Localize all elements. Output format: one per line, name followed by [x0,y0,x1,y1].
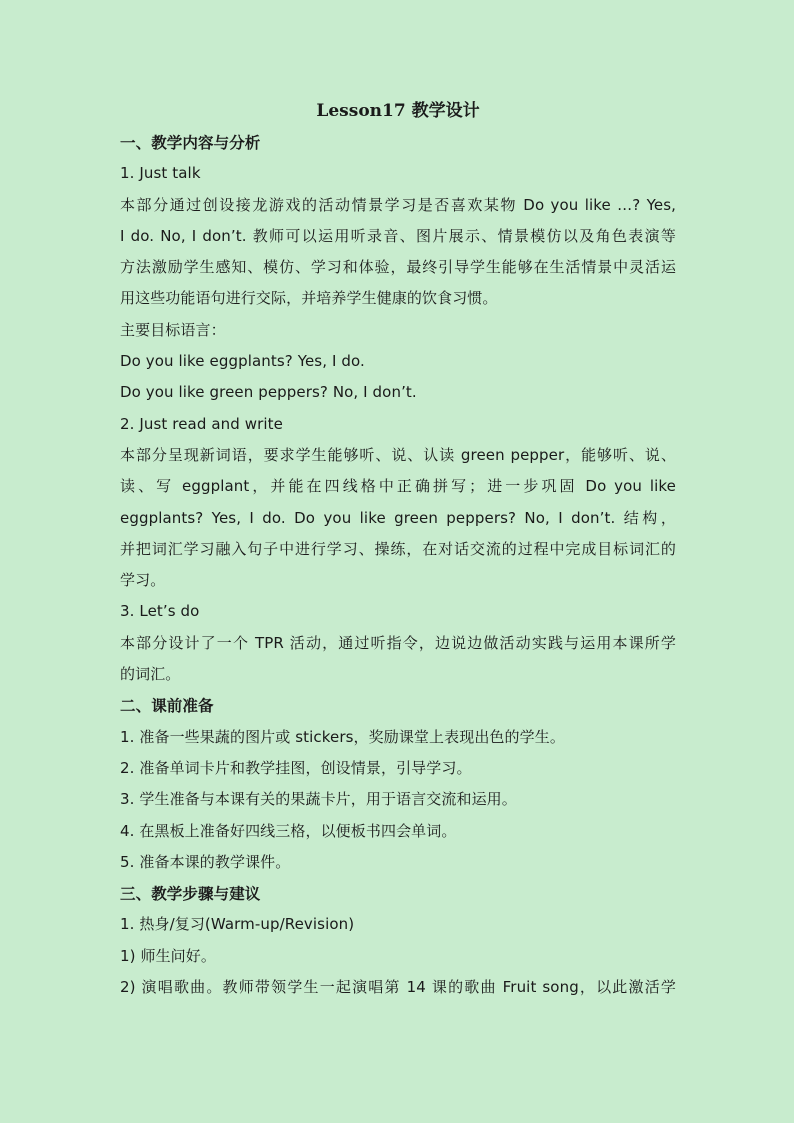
text-line: 的词汇。 [120,665,181,684]
document-title: Lesson17 教学设计 [316,101,480,121]
section-heading: 二、课前准备 [120,696,214,716]
text-line: 学习。 [120,571,166,590]
text-line: 方法激励学生感知、模仿、学习和体验，最终引导学生能够在生活情景中灵活运 [120,258,676,277]
document-page [120,96,676,1003]
text-line: Do you like eggplants? Yes, I do. [120,352,365,371]
text-line: 3. 学生准备与本课有关的果蔬卡片，用于语言交流和运用。 [120,790,517,809]
text-line: 读、写 eggplant，并能在四线格中正确拼写；进一步巩固 Do you like [120,477,676,496]
text-line: Do you like green peppers? No, I don’t. [120,383,417,402]
section-heading: 一、教学内容与分析 [120,133,261,152]
text-line: 4. 在黑板上准备好四线三格，以便板书四会单词。 [120,821,457,840]
text-line: 并把词汇学习融入句子中进行学习、操练，在对话交流的过程中完成目标词汇的 [120,539,676,558]
section-heading: 三、教学步骤与建议 [120,884,261,904]
text-line: 1. Just talk [120,164,201,183]
text-line: 2. Just read and write [120,414,283,433]
text-line: 2. 准备单词卡片和教学挂图，创设情景，引导学习。 [120,758,472,777]
text-line: 本部分通过创设接龙游戏的活动情景学习是否喜欢某物 Do you like …? Yes, [120,195,676,214]
document-body [120,127,676,1003]
text-line: 本部分设计了一个 TPR 活动，通过听指令，边说边做活动实践与运用本课所学 [120,633,676,652]
text-line: I do. No, I don’t. 教师可以运用听录音、图片展示、情景模仿以及角色表演等 [120,226,676,245]
text-line: 5. 准备本课的教学课件。 [120,852,291,871]
text-line: 主要目标语言： [120,320,226,339]
text-line: 2) 演唱歌曲。教师带领学生一起演唱第 14 课的歌曲 Fruit song，以此激活学 [120,978,676,997]
text-line: eggplants? Yes, I do. Do you like green peppers? No, I don’t. 结构， [120,508,676,527]
text-line: 1) 师生问好。 [120,946,216,965]
text-line: 本部分呈现新词语，要求学生能够听、说、认读 green pepper，能够听、说、 [120,445,676,464]
text-line: 用这些功能语句进行交际，并培养学生健康的饮食习惯。 [120,289,498,308]
text-line: 1. 准备一些果蔬的图片或 stickers，奖励课堂上表现出色的学生。 [120,727,565,746]
text-line: 1. 热身/复习(Warm-up/Revision) [120,915,355,934]
text-line: 3. Let’s do [120,602,200,621]
